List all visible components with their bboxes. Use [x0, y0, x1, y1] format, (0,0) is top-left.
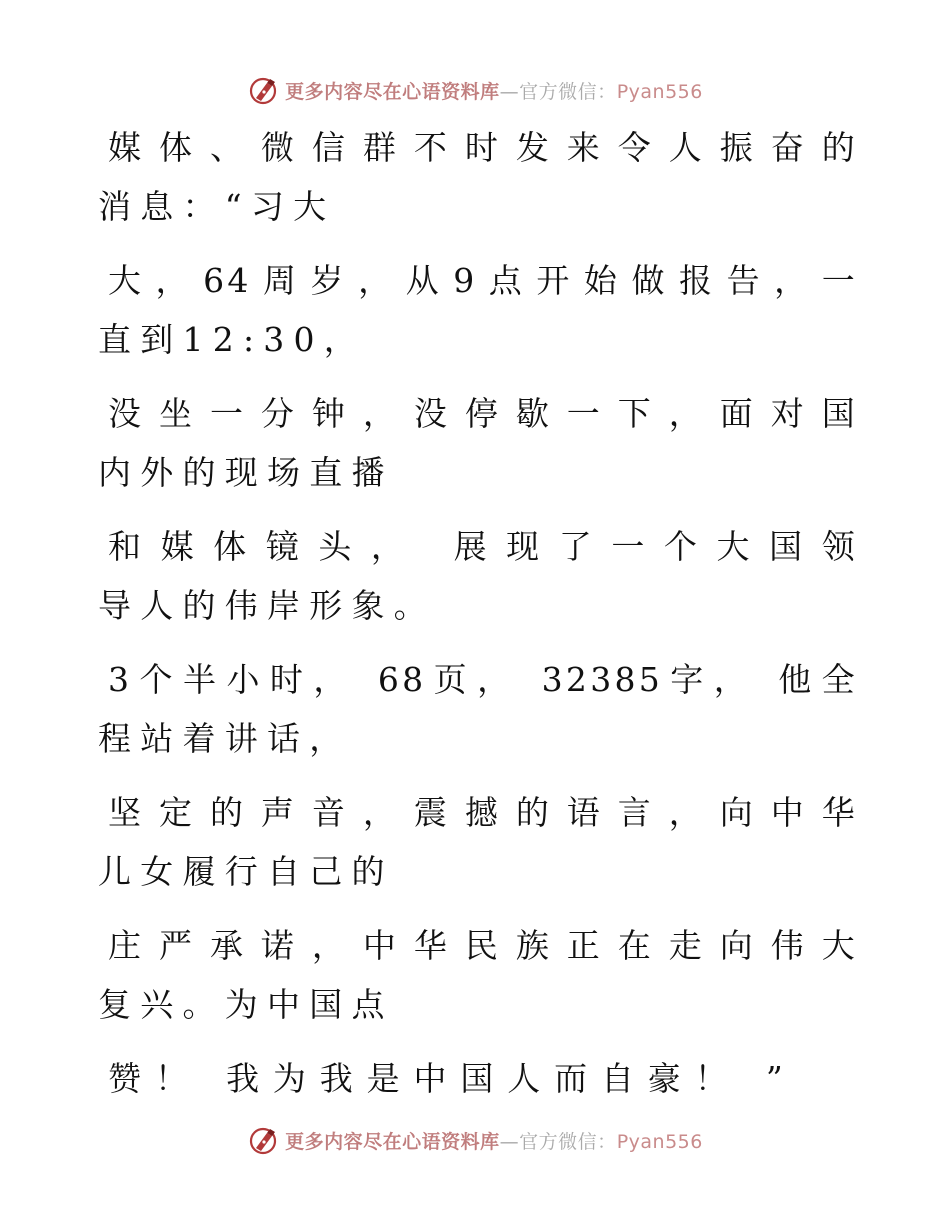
paragraph-line: 程站着讲话， [98, 719, 352, 758]
paragraph-line: 内外的现场直播 [98, 453, 394, 492]
document-body [98, 118, 858, 1123]
pen-nib-logo-icon [247, 74, 279, 106]
footer-watermark-banner [0, 1120, 950, 1160]
paragraph-line: 庄严承诺，中华民族正在走向伟大 [108, 926, 858, 965]
paragraph [98, 384, 858, 502]
paragraph-line: 导人的伟岸形象。 [98, 586, 436, 625]
watermark-wechat-id: Pyan556 [616, 1130, 703, 1153]
paragraph-line: 大，64周岁，从9点开始做报告，一 [108, 261, 858, 300]
paragraph-line: 3个半小时， 68页， 32385字， 他全 [108, 660, 858, 699]
paragraph-line: 没坐一分钟，没停歇一下，面对国 [108, 394, 858, 433]
paragraph-line: 复兴。为中国点 [98, 985, 394, 1024]
watermark-site-name: 更多内容尽在心语资料库 [285, 80, 500, 103]
pen-nib-logo-icon [247, 1124, 279, 1156]
paragraph-line: 消息：“习大 [98, 187, 336, 226]
paragraph-line: 赞！ 我为我是中国人而自豪！ ” [108, 1059, 797, 1098]
header-watermark-banner [0, 70, 950, 110]
watermark-separator: —官方微信： [499, 80, 617, 103]
watermark-text [285, 1127, 703, 1154]
watermark-wechat-id: Pyan556 [616, 80, 703, 103]
paragraph [98, 118, 858, 236]
paragraph-line: 和媒体镜头， 展现了一个大国领 [108, 527, 858, 566]
paragraph [98, 650, 858, 768]
paragraph-line: 直到12:30， [98, 320, 367, 359]
watermark-text [285, 77, 703, 104]
paragraph [98, 517, 858, 635]
paragraph [98, 783, 858, 901]
paragraph [98, 916, 858, 1034]
paragraph-line: 媒体、微信群不时发来令人振奋的 [108, 128, 858, 167]
paragraph-line: 儿女履行自己的 [98, 852, 394, 891]
paragraph-line: 坚定的声音，震撼的语言，向中华 [108, 793, 858, 832]
watermark-site-name: 更多内容尽在心语资料库 [285, 1130, 500, 1153]
paragraph [98, 251, 858, 369]
watermark-separator: —官方微信： [499, 1130, 617, 1153]
paragraph [98, 1049, 858, 1108]
